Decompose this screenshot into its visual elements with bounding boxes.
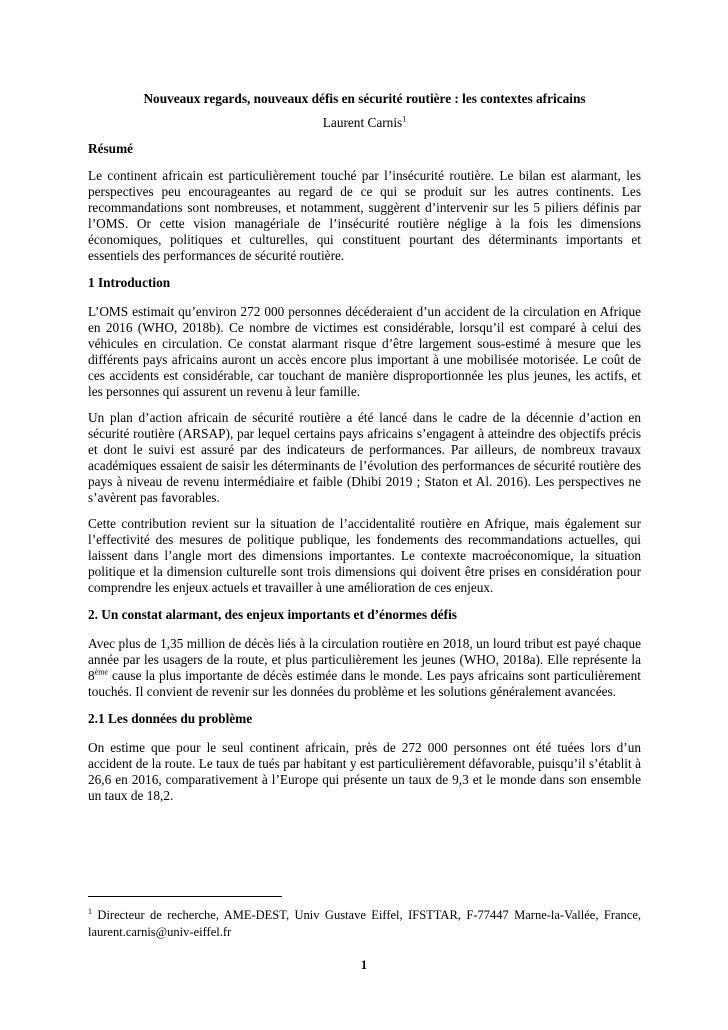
footnote-text: Directeur de recherche, AME-DEST, Univ Gustave Eiffel, IFSTTAR, F-77447 Marne-la-Vallée, France, laurent.carnis@univ-eiffel.fr [88, 908, 641, 939]
footnote-mark: 1 [88, 906, 92, 916]
author-footnote-mark[interactable]: 1 [402, 114, 407, 124]
intro-paragraph-1: L’OMS estimait qu’environ 272 000 personnes décéderaient d’un accident de la circulation en Afrique en 2016 (WHO, 2018b). Ce nombre de victimes est considérable, lorsqu’il est comparé à celui des véhicules en circulation. Ce constat alarmant risque d’être largement sous-estimé à mesure que les différents pays africains auront un accès encore plus important à une mobilisée motorisée. Le coût de ces accidents est considérable, car touchant de manière disproportionnée les plus jeunes, les actifs, et les personnes qui assurent un revenu à leur famille. [88, 304, 641, 399]
ordinal-superscript: ème [94, 667, 108, 677]
section-2-heading: 2. Un constat alarmant, des enjeux importants et d’énormes défis [88, 607, 457, 622]
paper-title: Nouveaux regards, nouveaux défis en sécurité routière : les contextes africains [143, 91, 586, 106]
abstract-heading: Résumé [88, 141, 134, 156]
intro-paragraph-2: Un plan d’action africain de sécurité routière a été lancé dans le cadre de la décennie d’action en sécurité routière (ARSAP), par lequel certains pays africains s’engagent à atteindre des objectifs précis et dont le suivi est assuré par des indicateurs de performances. Par ailleurs, de nombreux travaux académiques essaient de saisir les déterminants de l’évolution des performances de sécurité routière des pays à niveau de revenu intermédiaire et faible (Dhibi 2019 ; Staton et Al. 2016). Les perspectives ne s’avèrent pas favorables. [88, 410, 641, 505]
section-2-paragraph-1 [88, 636, 641, 700]
page-number: 1 [360, 958, 368, 972]
section-2-text-before: Avec plus de 1,35 million de décès liés à la circulation routière en 2018, un lourd tribut est payé chaque année par les usagers de la route, et plus particulièrement les jeunes (WHO, 2018a). Elle représente la 8 [88, 636, 641, 683]
main-content [88, 90, 641, 804]
footnote [88, 907, 641, 941]
intro-paragraph-3: Cette contribution revient sur la situation de l’accidentalité routière en Afrique, mais également sur l’effectivité des mesures de politique publique, les fondements des recommandations actuelles, qui laissent dans l’angle mort des dimensions importantes. Le contexte macroéconomique, la situation politique et la dimension culturelle sont trois dimensions qui doivent être prises en considération pour comprendre les enjeux actuels et travailler à une amélioration de ces enjeux. [88, 516, 641, 595]
section-2-text-after: cause la plus importante de décès estimée dans le monde. Les pays africains sont particulièrement touchés. Il convient de revenir sur les données du problème et les solutions généralement avancées. [88, 668, 641, 699]
section-2-1-heading: 2.1 Les données du problème [88, 711, 253, 726]
intro-heading: 1 Introduction [88, 275, 171, 290]
abstract-text: Le continent africain est particulièrement touché par l’insécurité routière. Le bilan est alarmant, les perspectives peu encourageantes au regard de ce qui se produit sur les autres continents. Les recommandations sont nombreuses, et notamment, suggèrent d’intervenir sur les 5 piliers définis par l’OMS. Or cette vision managériale de l’insécurité routière néglige à la fois les dimensions économiques, politiques et culturelles, qui constituent pourtant des déterminants importants et essentiels des performances de sécurité routière. [88, 168, 641, 263]
footnote-divider [88, 896, 282, 897]
author-name: Laurent Carnis [322, 115, 403, 130]
author-line [88, 114, 641, 132]
section-2-1-paragraph-1: On estime que pour le seul continent africain, près de 272 000 personnes ont été tuées lors d’un accident de la route. Le taux de tués par habitant y est particulièrement défavorable, puisqu’il s’établit à 26,6 en 2016, comparativement à l’Europe qui présente un taux de 9,3 et le monde dans son ensemble un taux de 18,2. [88, 740, 641, 803]
